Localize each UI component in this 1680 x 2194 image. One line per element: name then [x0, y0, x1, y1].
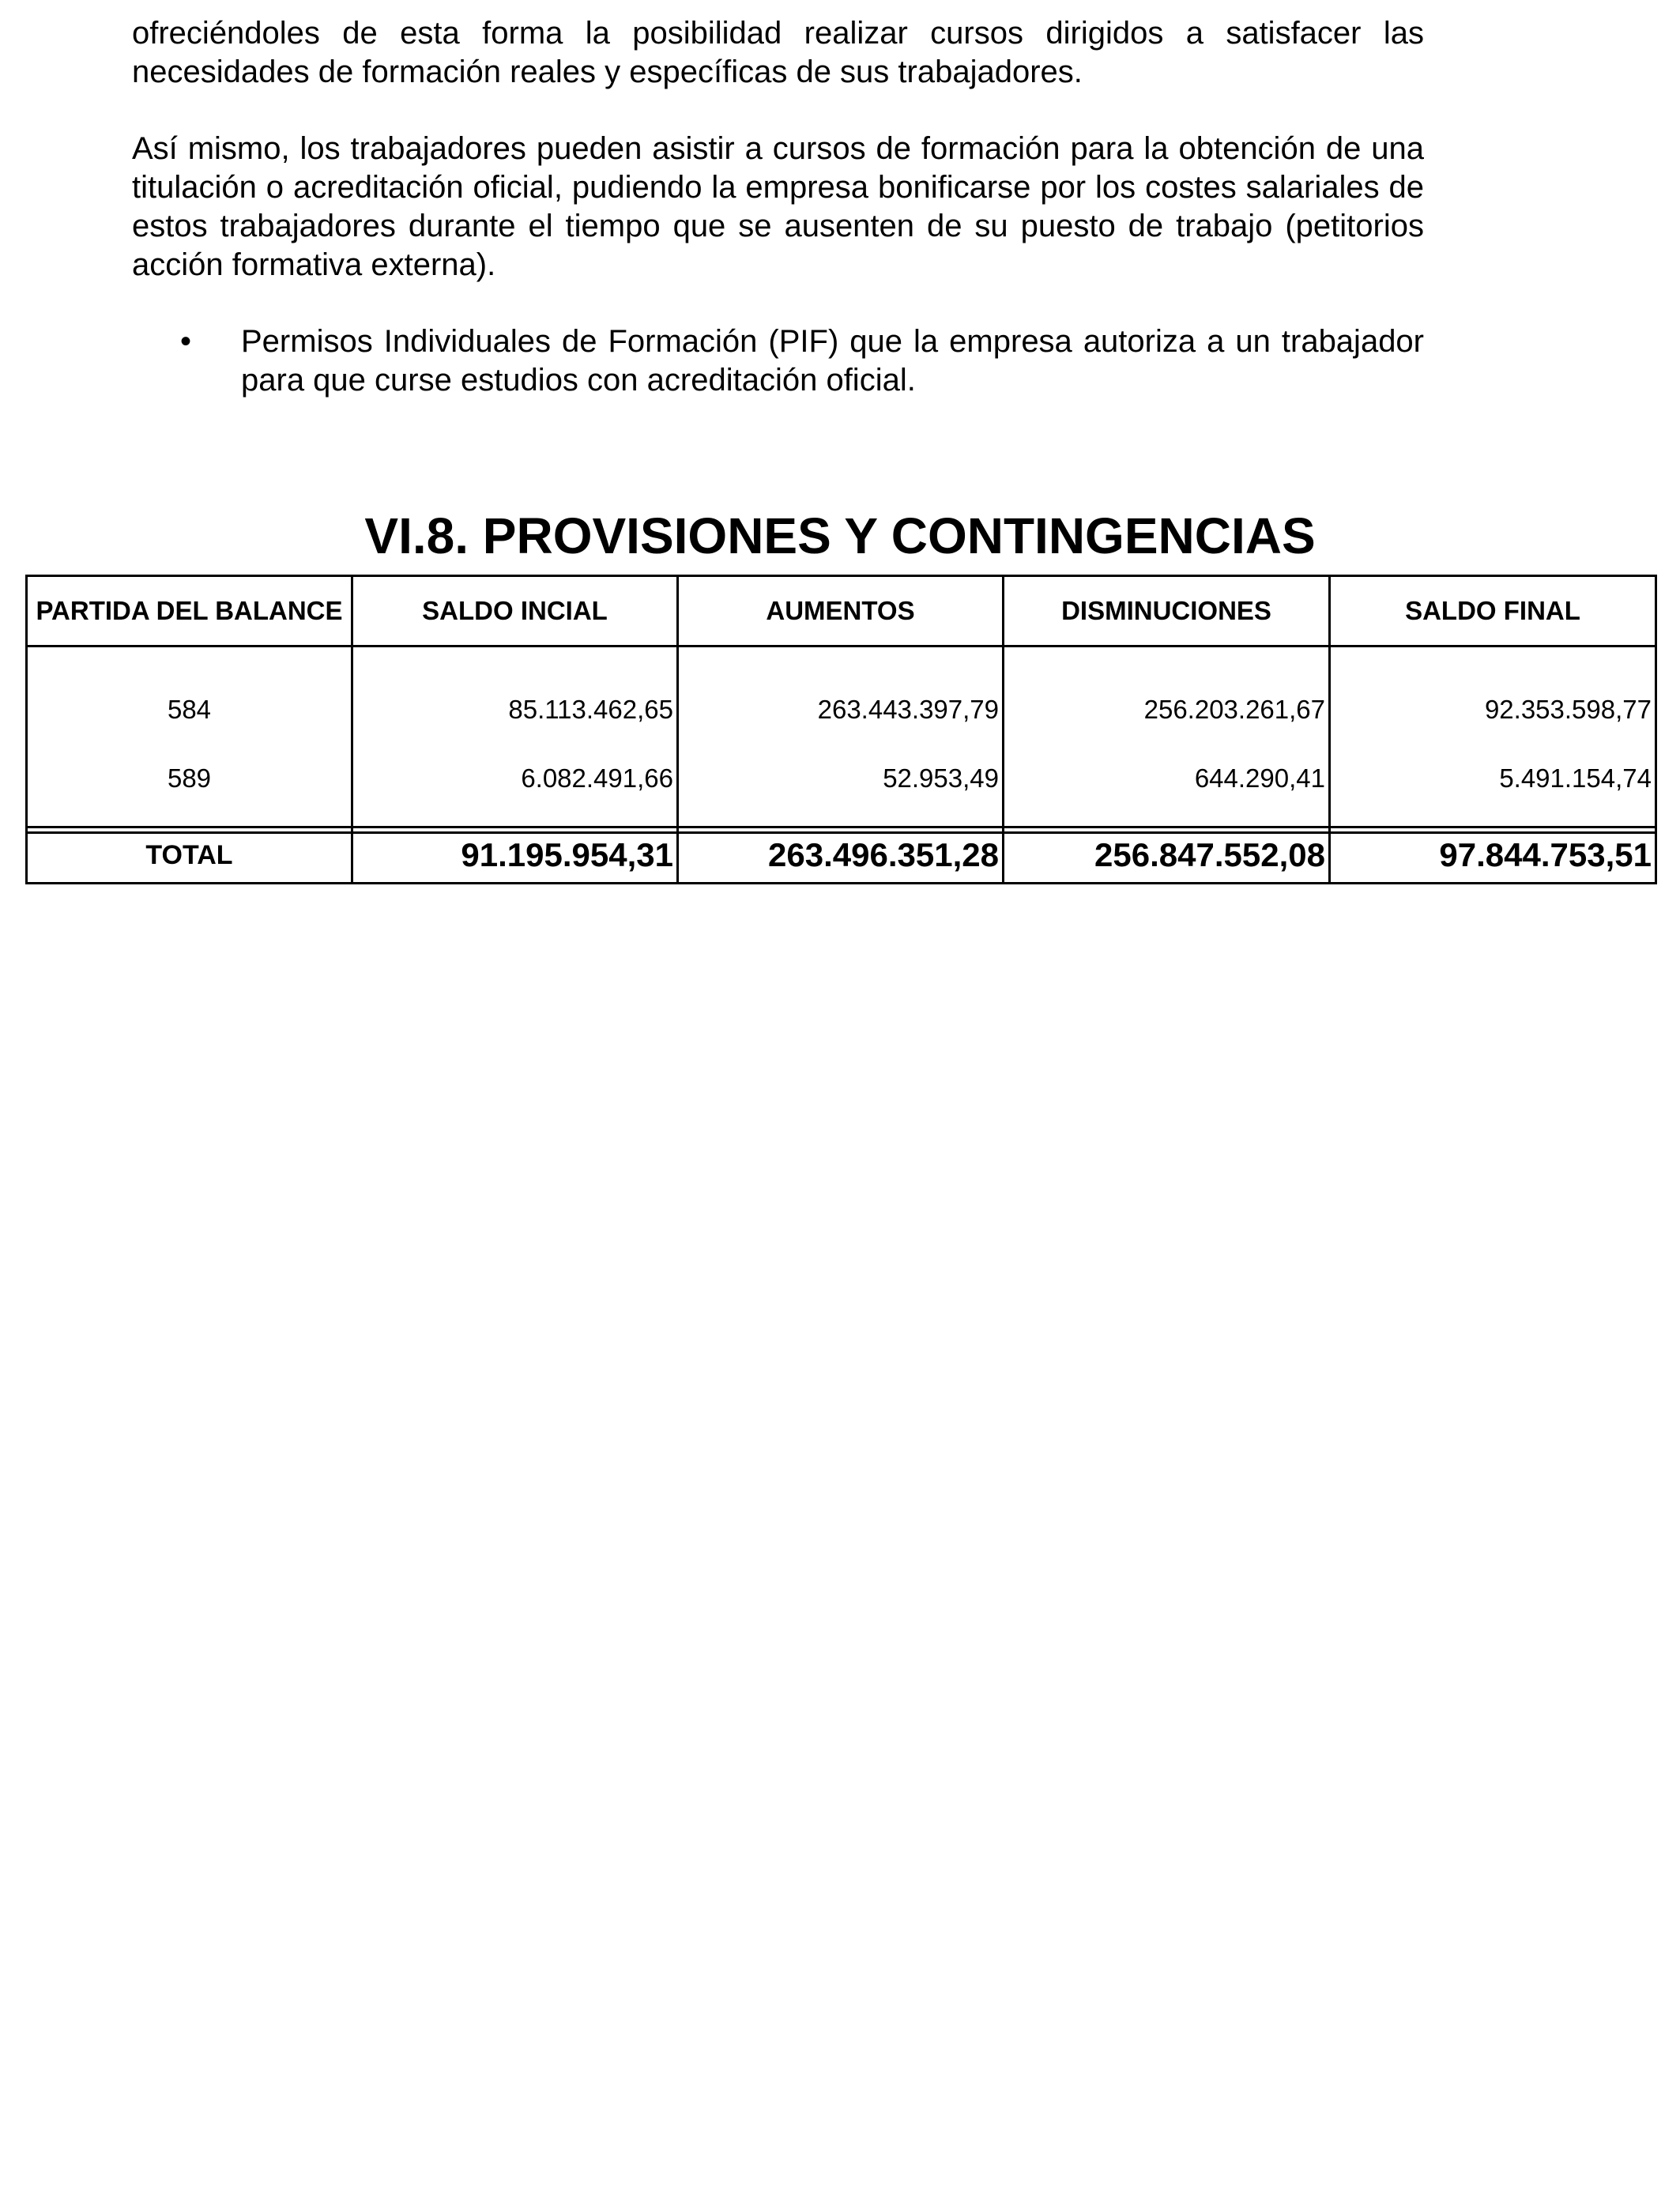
cell-saldo-final: 5.491.154,74 [1330, 756, 1656, 833]
header-disminuciones: DISMINUCIONES [1004, 576, 1330, 647]
bullet-text: Permisos Individuales de Formación (PIF) que la empresa autoriza a un trabajador para que curse estudios con acreditación oficial. [241, 324, 1424, 398]
header-aumentos: AUMENTOS [678, 576, 1004, 647]
cell-aumentos: 263.443.397,79 [678, 647, 1004, 756]
cell-partida: 589 [27, 756, 352, 833]
total-table [25, 826, 1657, 884]
cell-disminuciones: 256.203.261,67 [1004, 647, 1330, 756]
cell-saldo-inicial: 6.082.491,66 [352, 756, 678, 833]
bullet-item-pif [180, 322, 1424, 400]
total-saldo-inicial: 91.195.954,31 [352, 827, 678, 884]
cell-partida: 584 [27, 647, 352, 756]
paragraph-training-courses: ofreciéndoles de esta forma la posibilidad realizar cursos dirigidos a satisfacer las necesidades de formación reales y específicas de sus trabajadores. [132, 16, 1424, 89]
header-partida: PARTIDA DEL BALANCE [27, 576, 352, 647]
header-saldo-final: SALDO FINAL [1330, 576, 1656, 647]
cell-saldo-inicial: 85.113.462,65 [352, 647, 678, 756]
total-row [27, 827, 1656, 884]
table-row [27, 647, 1656, 756]
cell-aumentos: 52.953,49 [678, 756, 1004, 833]
section-title: VI.8. PROVISIONES Y CONTINGENCIAS [364, 507, 1316, 564]
total-aumentos: 263.496.351,28 [678, 827, 1004, 884]
total-disminuciones: 256.847.552,08 [1004, 827, 1330, 884]
table-header-row [27, 576, 1656, 647]
provisions-table [25, 575, 1657, 834]
total-saldo-final: 97.844.753,51 [1330, 827, 1656, 884]
cell-disminuciones: 644.290,41 [1004, 756, 1330, 833]
table-row [27, 756, 1656, 833]
paragraph-official-accreditation: Así mismo, los trabajadores pueden asistir a cursos de formación para la obtención de una titulación o acreditación oficial, pudiendo la empresa bonificarse por los costes salariales de estos trabajadores durante el tiempo que se ausenten de su puesto de trabajo (petitorios acción formativa externa). [132, 131, 1424, 282]
cell-saldo-final: 92.353.598,77 [1330, 647, 1656, 756]
total-label: TOTAL [27, 827, 352, 884]
bullet-icon: • [180, 324, 192, 359]
header-saldo-inicial: SALDO INCIAL [352, 576, 678, 647]
